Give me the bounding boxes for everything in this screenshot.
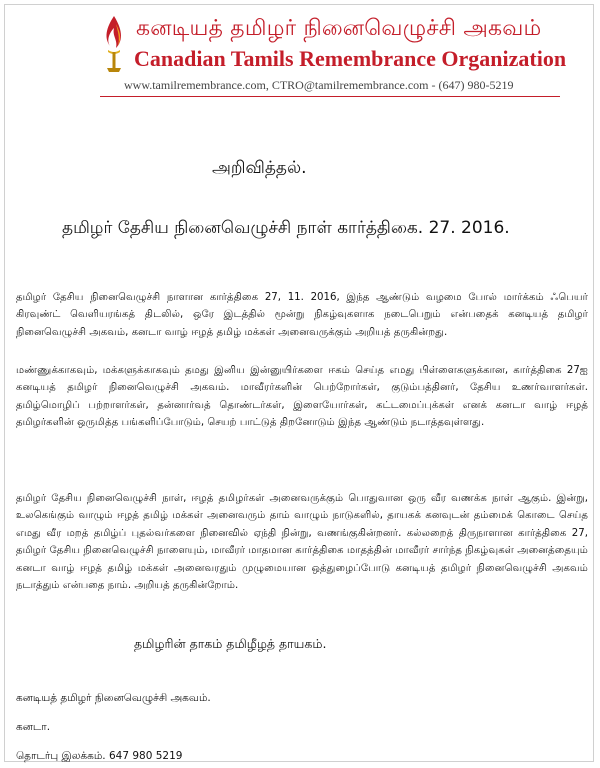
slogan: தமிழரின் தாகம் தமிழீழத் தாயகம். <box>134 636 327 651</box>
header-divider <box>100 96 560 97</box>
signature-country: கனடா. <box>16 721 51 733</box>
flame-logo-icon <box>100 14 128 76</box>
signature-phone: தொடர்பு இலக்கம். 647 980 5219 <box>16 750 183 762</box>
document-subtitle: தமிழர் தேசிய நினைவெழுச்சி நாள் கார்த்திகை. 27. 2016. <box>62 218 510 238</box>
paragraph-1: தமிழர் தேசிய நினைவெழுச்சி நாளான கார்த்திகை 27, 11. 2016, இந்த ஆண்டும் வழமை போல் மார்க்கம் ஃபெயர் கிரவுண்ட் வெளியரங்கத் திடலில், ஒரே இடத்தில் மூன்று நிகழ்வுகளாக நடைபெறும் என்பதைக் கனடியத் தமிழர் நினைவெழுச்சி அகவம், கனடா வாழ் ஈழத் தமிழ் மக்கள் அனைவருக்கும் அறியத் தருகின்றது. <box>16 292 588 338</box>
document-title: அறிவித்தல். <box>212 158 307 178</box>
paragraph-3: தமிழர் தேசிய நினைவெழுச்சி நாள், ஈழத் தமிழர்கள் அனைவருக்கும் பொதுவான ஒரு வீர வணக்க நாள் ஆகும். இன்று, உலகெங்கும் வாழும் ஈழத் தமிழ் மக்கள் அனைவரும் தாம் வாழும் நாடுகளில், தாயகக் கனவுடன் தம்மைக் கொடை செய்த எமது வீர மறத் தமிழ்ப் புதல்வர்களை நினைவில் ஏந்தி நின்று, வணங்குகின்றனர். கல்லறைத் திருநாளான கார்த்திகை 27, தமிழர் தேசிய நினைவெழுச்சி நாளையும், மாவீரர் மாதமான கார்த்திகை மாதத்தின் மாவீரர் சார்ந்த நிகழ்வுகள் அனைத்தையும் கனடா வாழ் ஈழத் தமிழ் மக்கள் அனைவரதும் முழுமையான ஒத்துழைப்போடு கனடியத் தமிழர் நினைவெழுச்சி அகவம் நடாத்தும் என்பதை நாம். அறியத் தருகின்றோம். <box>16 493 588 592</box>
org-name-tamil: கனடியத் தமிழர் நினைவெழுச்சி அகவம் <box>136 16 542 41</box>
signature-org: கனடியத் தமிழர் நினைவெழுச்சி அகவம். <box>16 692 211 704</box>
org-name-english: Canadian Tamils Remembrance Organization <box>134 46 567 71</box>
letterhead <box>0 0 600 100</box>
paragraph-2: மண்ணுக்காகவும், மக்களுக்காகவும் தமது இனிய இன்னுயிர்களை ஈகம் செய்த எமது பிள்ளைகளுக்கான, கார்த்திகை 27ஐ கனடியத் தமிழர் நினைவெழுச்சி அகவம். மாவீரர்களின் பெற்றோர்கள், குடும்பத்தினர், தேசிய உணர்வாளர்கள். தமிழ்மொழிப் பற்றாளர்கள், தன்னார்வத் தொண்டர்கள், இளையோர்கள், கட்டமைப்புக்கள் எனக் கனடா வாழ் ஈழத் தமிழர்களின் ஒருமித்த பங்களிப்போடும், செயற் பாட்டுத் திறனோடும் இந்த ஆண்டும் நடாத்தவுள்ளது. <box>16 365 588 429</box>
contact-line: www.tamilremembrance.com, CTRO@tamilremembrance.com - (647) 980-5219 <box>124 78 514 92</box>
